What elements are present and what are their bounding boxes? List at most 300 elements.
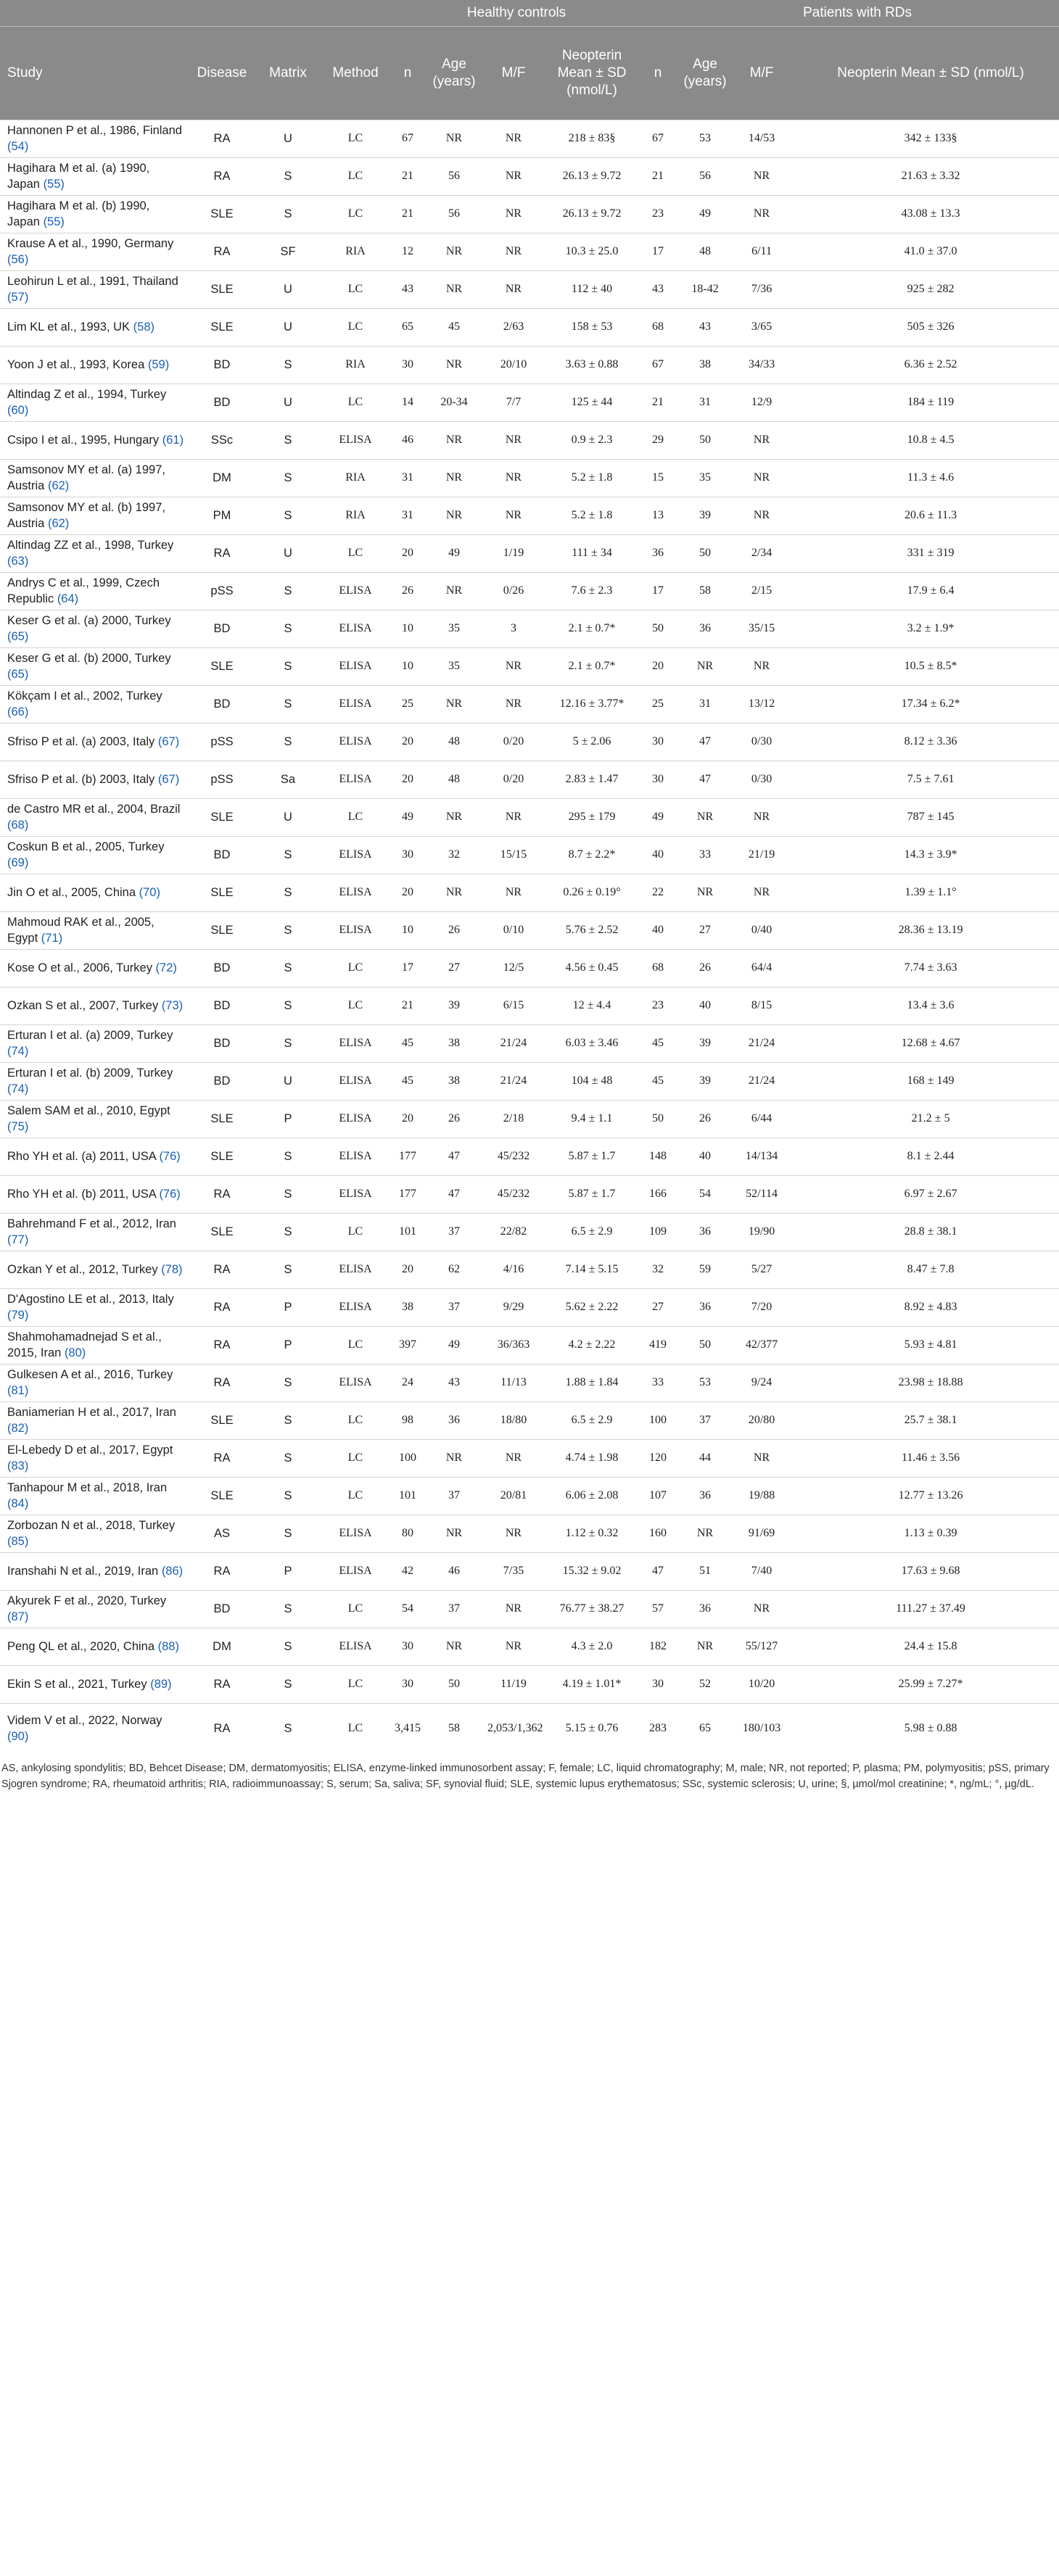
cell-matrix: S — [257, 724, 319, 761]
cell-pt-age: 36 — [675, 1478, 735, 1515]
study-reference-link[interactable]: (62) — [47, 479, 70, 492]
cell-pt-mf: 9/24 — [735, 1364, 788, 1402]
cell-study — [0, 120, 187, 158]
cell-pt-mf: 10/20 — [735, 1666, 788, 1704]
cell-pt-n: 120 — [641, 1440, 675, 1478]
cell-study — [0, 950, 187, 987]
cell-method: LC — [319, 196, 392, 233]
study-reference-link[interactable]: (67) — [157, 734, 180, 748]
study-reference-link[interactable]: (71) — [41, 931, 63, 945]
table-row — [0, 271, 1059, 309]
cell-hc-neopterin: 4.19 ± 1.01* — [543, 1666, 641, 1704]
cell-hc-mf: 3 — [485, 610, 543, 648]
cell-hc-n: 20 — [392, 535, 424, 573]
study-reference-link[interactable]: (79) — [7, 1308, 29, 1322]
study-reference-link[interactable]: (89) — [150, 1677, 172, 1691]
cell-hc-age: NR — [424, 1628, 485, 1666]
cell-hc-age: 47 — [424, 1138, 485, 1176]
cell-hc-neopterin: 218 ± 83§ — [543, 120, 641, 158]
cell-matrix: U — [257, 799, 319, 837]
table-row — [0, 535, 1059, 573]
cell-matrix: S — [257, 950, 319, 987]
cell-method: ELISA — [319, 1628, 392, 1666]
cell-hc-age: 56 — [424, 196, 485, 233]
cell-pt-age: 50 — [675, 422, 735, 460]
cell-study — [0, 158, 187, 196]
cell-hc-age: 35 — [424, 610, 485, 648]
cell-hc-mf: 2/18 — [485, 1101, 543, 1138]
cell-matrix: S — [257, 573, 319, 610]
cell-hc-age: 37 — [424, 1289, 485, 1327]
cell-matrix: S — [257, 1364, 319, 1402]
study-reference-link[interactable]: (68) — [7, 818, 29, 832]
cell-pt-age: 18-42 — [675, 271, 735, 309]
cell-method: LC — [319, 1327, 392, 1364]
cell-method: ELISA — [319, 1025, 392, 1063]
cell-disease: BD — [187, 384, 257, 422]
cell-hc-neopterin: 9.4 ± 1.1 — [543, 1101, 641, 1138]
study-reference-link[interactable]: (76) — [159, 1187, 181, 1201]
cell-hc-neopterin: 0.9 ± 2.3 — [543, 422, 641, 460]
cell-method: ELISA — [319, 1289, 392, 1327]
cell-hc-mf: 4/16 — [485, 1251, 543, 1289]
cell-hc-n: 49 — [392, 799, 424, 837]
cell-hc-n: 30 — [392, 1628, 424, 1666]
cell-pt-n: 182 — [641, 1628, 675, 1666]
study-reference-link[interactable]: (78) — [161, 1262, 183, 1276]
cell-hc-neopterin: 0.26 ± 0.19° — [543, 874, 641, 912]
cell-pt-mf: NR — [735, 158, 788, 196]
cell-pt-mf: 14/134 — [735, 1138, 788, 1176]
cell-pt-n: 22 — [641, 874, 675, 912]
study-name: Csipo I et al., 1995, Hungary — [7, 433, 160, 447]
cell-method: ELISA — [319, 1553, 392, 1591]
table-row — [0, 1591, 1059, 1628]
cell-pt-n: 50 — [641, 610, 675, 648]
cell-pt-neopterin: 3.2 ± 1.9* — [788, 610, 1059, 648]
cell-disease: RA — [187, 120, 257, 158]
study-reference-link[interactable]: (74) — [7, 1044, 29, 1058]
cell-matrix: S — [257, 648, 319, 686]
table-row — [0, 1138, 1059, 1176]
cell-disease: SLE — [187, 1478, 257, 1515]
cell-disease: BD — [187, 987, 257, 1025]
cell-hc-mf: NR — [485, 460, 543, 497]
study-reference-link[interactable]: (76) — [159, 1149, 181, 1163]
cell-pt-n: 30 — [641, 761, 675, 799]
cell-hc-n: 177 — [392, 1138, 424, 1176]
study-reference-link[interactable]: (67) — [157, 772, 180, 786]
cell-pt-n: 20 — [641, 648, 675, 686]
cell-hc-age: 39 — [424, 987, 485, 1025]
study-reference-link[interactable]: (82) — [7, 1421, 29, 1435]
cell-hc-mf: 22/82 — [485, 1214, 543, 1251]
study-name: Samsonov MY et al. (b) 1997, Austria — [7, 501, 165, 530]
cell-pt-n: 68 — [641, 950, 675, 987]
cell-pt-age: 53 — [675, 1364, 735, 1402]
study-name: Rho YH et al. (b) 2011, USA — [7, 1187, 156, 1201]
cell-disease: pSS — [187, 761, 257, 799]
cell-pt-mf: 14/53 — [735, 120, 788, 158]
study-reference-link[interactable]: (56) — [7, 252, 29, 266]
cell-study — [0, 987, 187, 1025]
cell-disease: BD — [187, 950, 257, 987]
cell-pt-age: 36 — [675, 1289, 735, 1327]
cell-disease: RA — [187, 1251, 257, 1289]
study-reference-link[interactable]: (65) — [7, 667, 29, 681]
cell-pt-age: 26 — [675, 1101, 735, 1138]
study-name: Altindag ZZ et al., 1998, Turkey — [7, 539, 174, 552]
cell-pt-neopterin: 10.5 ± 8.5* — [788, 648, 1059, 686]
cell-pt-mf: 0/40 — [735, 912, 788, 950]
cell-hc-n: 10 — [392, 648, 424, 686]
cell-hc-neopterin: 5.87 ± 1.7 — [543, 1176, 641, 1214]
table-row — [0, 573, 1059, 610]
cell-pt-mf: 35/15 — [735, 610, 788, 648]
cell-hc-age: 43 — [424, 1364, 485, 1402]
cell-pt-mf: 6/44 — [735, 1101, 788, 1138]
cell-method: ELISA — [319, 648, 392, 686]
cell-pt-age: 58 — [675, 573, 735, 610]
cell-pt-neopterin: 13.4 ± 3.6 — [788, 987, 1059, 1025]
study-name: Jin O et al., 2005, China — [7, 885, 136, 899]
cell-hc-n: 20 — [392, 724, 424, 761]
cell-hc-neopterin: 5 ± 2.06 — [543, 724, 641, 761]
cell-method: LC — [319, 535, 392, 573]
cell-matrix: U — [257, 384, 319, 422]
cell-hc-neopterin: 15.32 ± 9.02 — [543, 1553, 641, 1591]
cell-hc-age: 47 — [424, 1176, 485, 1214]
cell-hc-age: 58 — [424, 1704, 485, 1755]
cell-matrix: S — [257, 912, 319, 950]
cell-pt-neopterin: 10.8 ± 4.5 — [788, 422, 1059, 460]
cell-disease: AS — [187, 1515, 257, 1553]
cell-hc-n: 21 — [392, 196, 424, 233]
cell-hc-neopterin: 10.3 ± 25.0 — [543, 233, 641, 271]
cell-method: ELISA — [319, 1364, 392, 1402]
cell-hc-age: 49 — [424, 1327, 485, 1364]
study-reference-link[interactable]: (63) — [7, 554, 29, 568]
cell-pt-mf: 42/377 — [735, 1327, 788, 1364]
cell-hc-age: 37 — [424, 1478, 485, 1515]
cell-hc-n: 21 — [392, 158, 424, 196]
cell-hc-neopterin: 2.83 ± 1.47 — [543, 761, 641, 799]
cell-hc-age: NR — [424, 686, 485, 724]
cell-hc-n: 30 — [392, 1666, 424, 1704]
cell-study — [0, 1478, 187, 1515]
group-header-spacer — [0, 0, 392, 27]
study-reference-link[interactable]: (65) — [7, 629, 29, 643]
cell-pt-age: 47 — [675, 724, 735, 761]
table-row — [0, 1704, 1059, 1755]
cell-pt-neopterin: 1.13 ± 0.39 — [788, 1515, 1059, 1553]
cell-hc-neopterin: 4.2 ± 2.22 — [543, 1327, 641, 1364]
cell-method: ELISA — [319, 1138, 392, 1176]
cell-method: RIA — [319, 233, 392, 271]
study-reference-link[interactable]: (58) — [133, 320, 154, 334]
cell-pt-mf: 64/4 — [735, 950, 788, 987]
cell-hc-n: 397 — [392, 1327, 424, 1364]
table-row — [0, 1214, 1059, 1251]
study-reference-link[interactable]: (72) — [155, 961, 177, 974]
cell-hc-n: 14 — [392, 384, 424, 422]
cell-disease: SLE — [187, 912, 257, 950]
cell-pt-mf: 0/30 — [735, 761, 788, 799]
cell-matrix: S — [257, 610, 319, 648]
cell-hc-n: 20 — [392, 1101, 424, 1138]
study-reference-link[interactable]: (80) — [64, 1346, 86, 1359]
cell-matrix: S — [257, 1402, 319, 1440]
study-name: Salem SAM et al., 2010, Egypt — [7, 1104, 170, 1118]
cell-hc-n: 65 — [392, 309, 424, 347]
study-name: Yoon J et al., 1993, Korea — [7, 357, 145, 371]
cell-hc-mf: NR — [485, 1515, 543, 1553]
cell-hc-n: 20 — [392, 874, 424, 912]
cell-pt-neopterin: 17.34 ± 6.2* — [788, 686, 1059, 724]
cell-pt-age: 36 — [675, 1214, 735, 1251]
cell-hc-neopterin: 112 ± 40 — [543, 271, 641, 309]
cell-disease: SLE — [187, 1402, 257, 1440]
cell-method: ELISA — [319, 912, 392, 950]
cell-hc-age: NR — [424, 1515, 485, 1553]
study-name: Peng QL et al., 2020, China — [7, 1639, 155, 1653]
cell-hc-age: NR — [424, 460, 485, 497]
study-reference-link[interactable]: (87) — [7, 1610, 29, 1623]
cell-disease: RA — [187, 233, 257, 271]
study-reference-link[interactable]: (55) — [43, 215, 65, 228]
cell-hc-neopterin: 5.76 ± 2.52 — [543, 912, 641, 950]
cell-pt-mf: 7/36 — [735, 271, 788, 309]
cell-pt-n: 67 — [641, 120, 675, 158]
cell-disease: SLE — [187, 196, 257, 233]
study-reference-link[interactable]: (60) — [7, 403, 29, 417]
table-row — [0, 233, 1059, 271]
cell-study — [0, 912, 187, 950]
cell-pt-n: 25 — [641, 686, 675, 724]
table-footnote: AS, ankylosing spondylitis; BD, Behcet Disease; DM, dermatomyositis; ELISA, enzyme-linked immunosorbent assay; F, female; LC, liquid chromatography; M, male; NR, not reported; P, plasma; PM, polymyositis; pSS, primary Sjogren syndrome; RA, rheumatoid arthritis; RIA, radioimmunoassay; S, serum; Sa, saliva; SF, synovial fluid; SLE, systemic lupus erythematosus; SSc, systemic sclerosis; U, urine; §, µmol/mol creatinine; *, ng/mL; °, µg/dL. — [1, 1762, 1050, 1790]
study-name: Ozkan S et al., 2007, Turkey — [7, 998, 159, 1012]
cell-hc-mf: 0/20 — [485, 761, 543, 799]
cell-disease: SLE — [187, 309, 257, 347]
cell-pt-neopterin: 342 ± 133§ — [788, 120, 1059, 158]
study-name: Videm V et al., 2022, Norway — [7, 1714, 162, 1728]
cell-study — [0, 1214, 187, 1251]
cell-pt-n: 148 — [641, 1138, 675, 1176]
table-row — [0, 610, 1059, 648]
cell-hc-mf: NR — [485, 233, 543, 271]
study-name: D'Agostino LE et al., 2013, Italy — [7, 1293, 174, 1306]
study-reference-link[interactable]: (61) — [162, 433, 184, 447]
cell-pt-mf: NR — [735, 1591, 788, 1628]
cell-disease: RA — [187, 1289, 257, 1327]
cell-study — [0, 497, 187, 535]
cell-hc-mf: 7/7 — [485, 384, 543, 422]
cell-hc-n: 30 — [392, 347, 424, 384]
cell-method: ELISA — [319, 1251, 392, 1289]
cell-hc-mf: NR — [485, 799, 543, 837]
study-reference-link[interactable]: (84) — [7, 1496, 29, 1510]
table-row — [0, 1176, 1059, 1214]
cell-pt-mf: 21/24 — [735, 1025, 788, 1063]
cell-matrix: S — [257, 196, 319, 233]
cell-matrix: P — [257, 1101, 319, 1138]
cell-hc-age: 62 — [424, 1251, 485, 1289]
cell-study — [0, 1176, 187, 1214]
cell-disease: SLE — [187, 648, 257, 686]
cell-study — [0, 1025, 187, 1063]
cell-study — [0, 648, 187, 686]
cell-hc-n: 25 — [392, 686, 424, 724]
study-reference-link[interactable]: (69) — [7, 856, 29, 869]
cell-pt-neopterin: 5.93 ± 4.81 — [788, 1327, 1059, 1364]
study-reference-link[interactable]: (88) — [157, 1639, 179, 1653]
cell-pt-neopterin: 17.63 ± 9.68 — [788, 1553, 1059, 1591]
study-name: Iranshahi N et al., 2019, Iran — [7, 1564, 159, 1578]
cell-pt-neopterin: 8.1 ± 2.44 — [788, 1138, 1059, 1176]
cell-hc-mf: 18/80 — [485, 1402, 543, 1440]
study-name: Sfriso P et al. (b) 2003, Italy — [7, 772, 155, 786]
cell-hc-n: 26 — [392, 573, 424, 610]
table-row — [0, 1364, 1059, 1402]
cell-hc-mf: 45/232 — [485, 1138, 543, 1176]
cell-matrix: S — [257, 1515, 319, 1553]
cell-pt-age: 65 — [675, 1704, 735, 1755]
col-header-study: Study — [0, 27, 187, 120]
cell-disease: BD — [187, 610, 257, 648]
table-row — [0, 648, 1059, 686]
cell-pt-neopterin: 28.8 ± 38.1 — [788, 1214, 1059, 1251]
cell-pt-age: 36 — [675, 610, 735, 648]
study-reference-link[interactable]: (55) — [43, 177, 65, 191]
cell-pt-n: 109 — [641, 1214, 675, 1251]
cell-matrix: S — [257, 1251, 319, 1289]
cell-pt-mf: 20/80 — [735, 1402, 788, 1440]
study-reference-link[interactable]: (64) — [57, 592, 79, 605]
study-reference-link[interactable]: (77) — [7, 1233, 29, 1246]
cell-pt-neopterin: 23.98 ± 18.88 — [788, 1364, 1059, 1402]
cell-pt-neopterin: 168 ± 149 — [788, 1063, 1059, 1101]
study-reference-link[interactable]: (62) — [47, 516, 70, 530]
study-reference-link[interactable]: (70) — [139, 885, 160, 899]
study-reference-link[interactable]: (75) — [7, 1119, 29, 1133]
study-name: Keser G et al. (b) 2000, Turkey — [7, 652, 171, 666]
cell-pt-age: 47 — [675, 761, 735, 799]
cell-disease: BD — [187, 837, 257, 874]
cell-disease: RA — [187, 1440, 257, 1478]
study-name: El-Lebedy D et al., 2017, Egypt — [7, 1444, 173, 1457]
cell-study — [0, 535, 187, 573]
cell-pt-neopterin: 25.7 ± 38.1 — [788, 1402, 1059, 1440]
cell-study — [0, 610, 187, 648]
study-reference-link[interactable]: (81) — [7, 1383, 29, 1397]
study-name: Kose O et al., 2006, Turkey — [7, 961, 152, 974]
cell-study — [0, 724, 187, 761]
cell-hc-mf: NR — [485, 422, 543, 460]
cell-method: ELISA — [319, 761, 392, 799]
table-row — [0, 497, 1059, 535]
cell-pt-n: 166 — [641, 1176, 675, 1214]
study-reference-link[interactable]: (59) — [147, 357, 170, 371]
study-reference-link[interactable]: (73) — [161, 998, 184, 1012]
study-reference-link[interactable]: (74) — [7, 1082, 29, 1096]
study-reference-link[interactable]: (86) — [161, 1564, 184, 1578]
study-reference-link[interactable]: (83) — [7, 1459, 29, 1473]
cell-pt-n: 32 — [641, 1251, 675, 1289]
cell-pt-n: 15 — [641, 460, 675, 497]
cell-study — [0, 1138, 187, 1176]
col-header-hc-age: Age (years) — [424, 27, 485, 120]
cell-matrix: S — [257, 1704, 319, 1755]
cell-hc-neopterin: 295 ± 179 — [543, 799, 641, 837]
cell-study — [0, 233, 187, 271]
cell-matrix: S — [257, 497, 319, 535]
cell-disease: RA — [187, 1176, 257, 1214]
cell-hc-mf: 6/15 — [485, 987, 543, 1025]
cell-hc-age: NR — [424, 497, 485, 535]
cell-matrix: S — [257, 837, 319, 874]
cell-hc-n: 38 — [392, 1289, 424, 1327]
cell-method: LC — [319, 1440, 392, 1478]
cell-disease: BD — [187, 686, 257, 724]
cell-method: ELISA — [319, 1176, 392, 1214]
cell-pt-n: 47 — [641, 1553, 675, 1591]
cell-hc-neopterin: 125 ± 44 — [543, 384, 641, 422]
study-reference-link[interactable]: (57) — [7, 290, 29, 304]
cell-hc-mf: 45/232 — [485, 1176, 543, 1214]
cell-pt-age: 26 — [675, 950, 735, 987]
cell-pt-age: 43 — [675, 309, 735, 347]
cell-hc-neopterin: 4.74 ± 1.98 — [543, 1440, 641, 1478]
study-reference-link[interactable]: (85) — [7, 1534, 29, 1548]
cell-hc-neopterin: 1.88 ± 1.84 — [543, 1364, 641, 1402]
cell-pt-neopterin: 20.6 ± 11.3 — [788, 497, 1059, 535]
cell-hc-n: 31 — [392, 460, 424, 497]
cell-pt-mf: 21/24 — [735, 1063, 788, 1101]
cell-matrix: P — [257, 1553, 319, 1591]
study-reference-link[interactable]: (66) — [7, 705, 29, 718]
cell-hc-age: NR — [424, 233, 485, 271]
cell-hc-neopterin: 2.1 ± 0.7* — [543, 648, 641, 686]
study-name: de Castro MR et al., 2004, Brazil — [7, 803, 181, 816]
cell-method: LC — [319, 1591, 392, 1628]
cell-matrix: S — [257, 987, 319, 1025]
cell-pt-neopterin: 7.74 ± 3.63 — [788, 950, 1059, 987]
table-row — [0, 1289, 1059, 1327]
study-reference-link[interactable]: (90) — [7, 1729, 29, 1743]
table-row — [0, 1327, 1059, 1364]
cell-hc-age: 56 — [424, 158, 485, 196]
study-reference-link[interactable]: (54) — [7, 139, 29, 153]
table-row — [0, 1402, 1059, 1440]
cell-hc-age: 20-34 — [424, 384, 485, 422]
cell-pt-age: 56 — [675, 158, 735, 196]
cell-pt-age: 48 — [675, 233, 735, 271]
table-body — [0, 120, 1059, 1755]
cell-hc-n: 3,415 — [392, 1704, 424, 1755]
cell-disease: SLE — [187, 874, 257, 912]
cell-hc-age: NR — [424, 799, 485, 837]
cell-matrix: S — [257, 686, 319, 724]
table-row — [0, 460, 1059, 497]
table-row — [0, 1515, 1059, 1553]
cell-matrix: SF — [257, 233, 319, 271]
cell-disease: BD — [187, 1591, 257, 1628]
col-header-matrix: Matrix — [257, 27, 319, 120]
cell-hc-age: 35 — [424, 648, 485, 686]
cell-hc-neopterin: 158 ± 53 — [543, 309, 641, 347]
cell-study — [0, 1628, 187, 1666]
cell-study — [0, 837, 187, 874]
